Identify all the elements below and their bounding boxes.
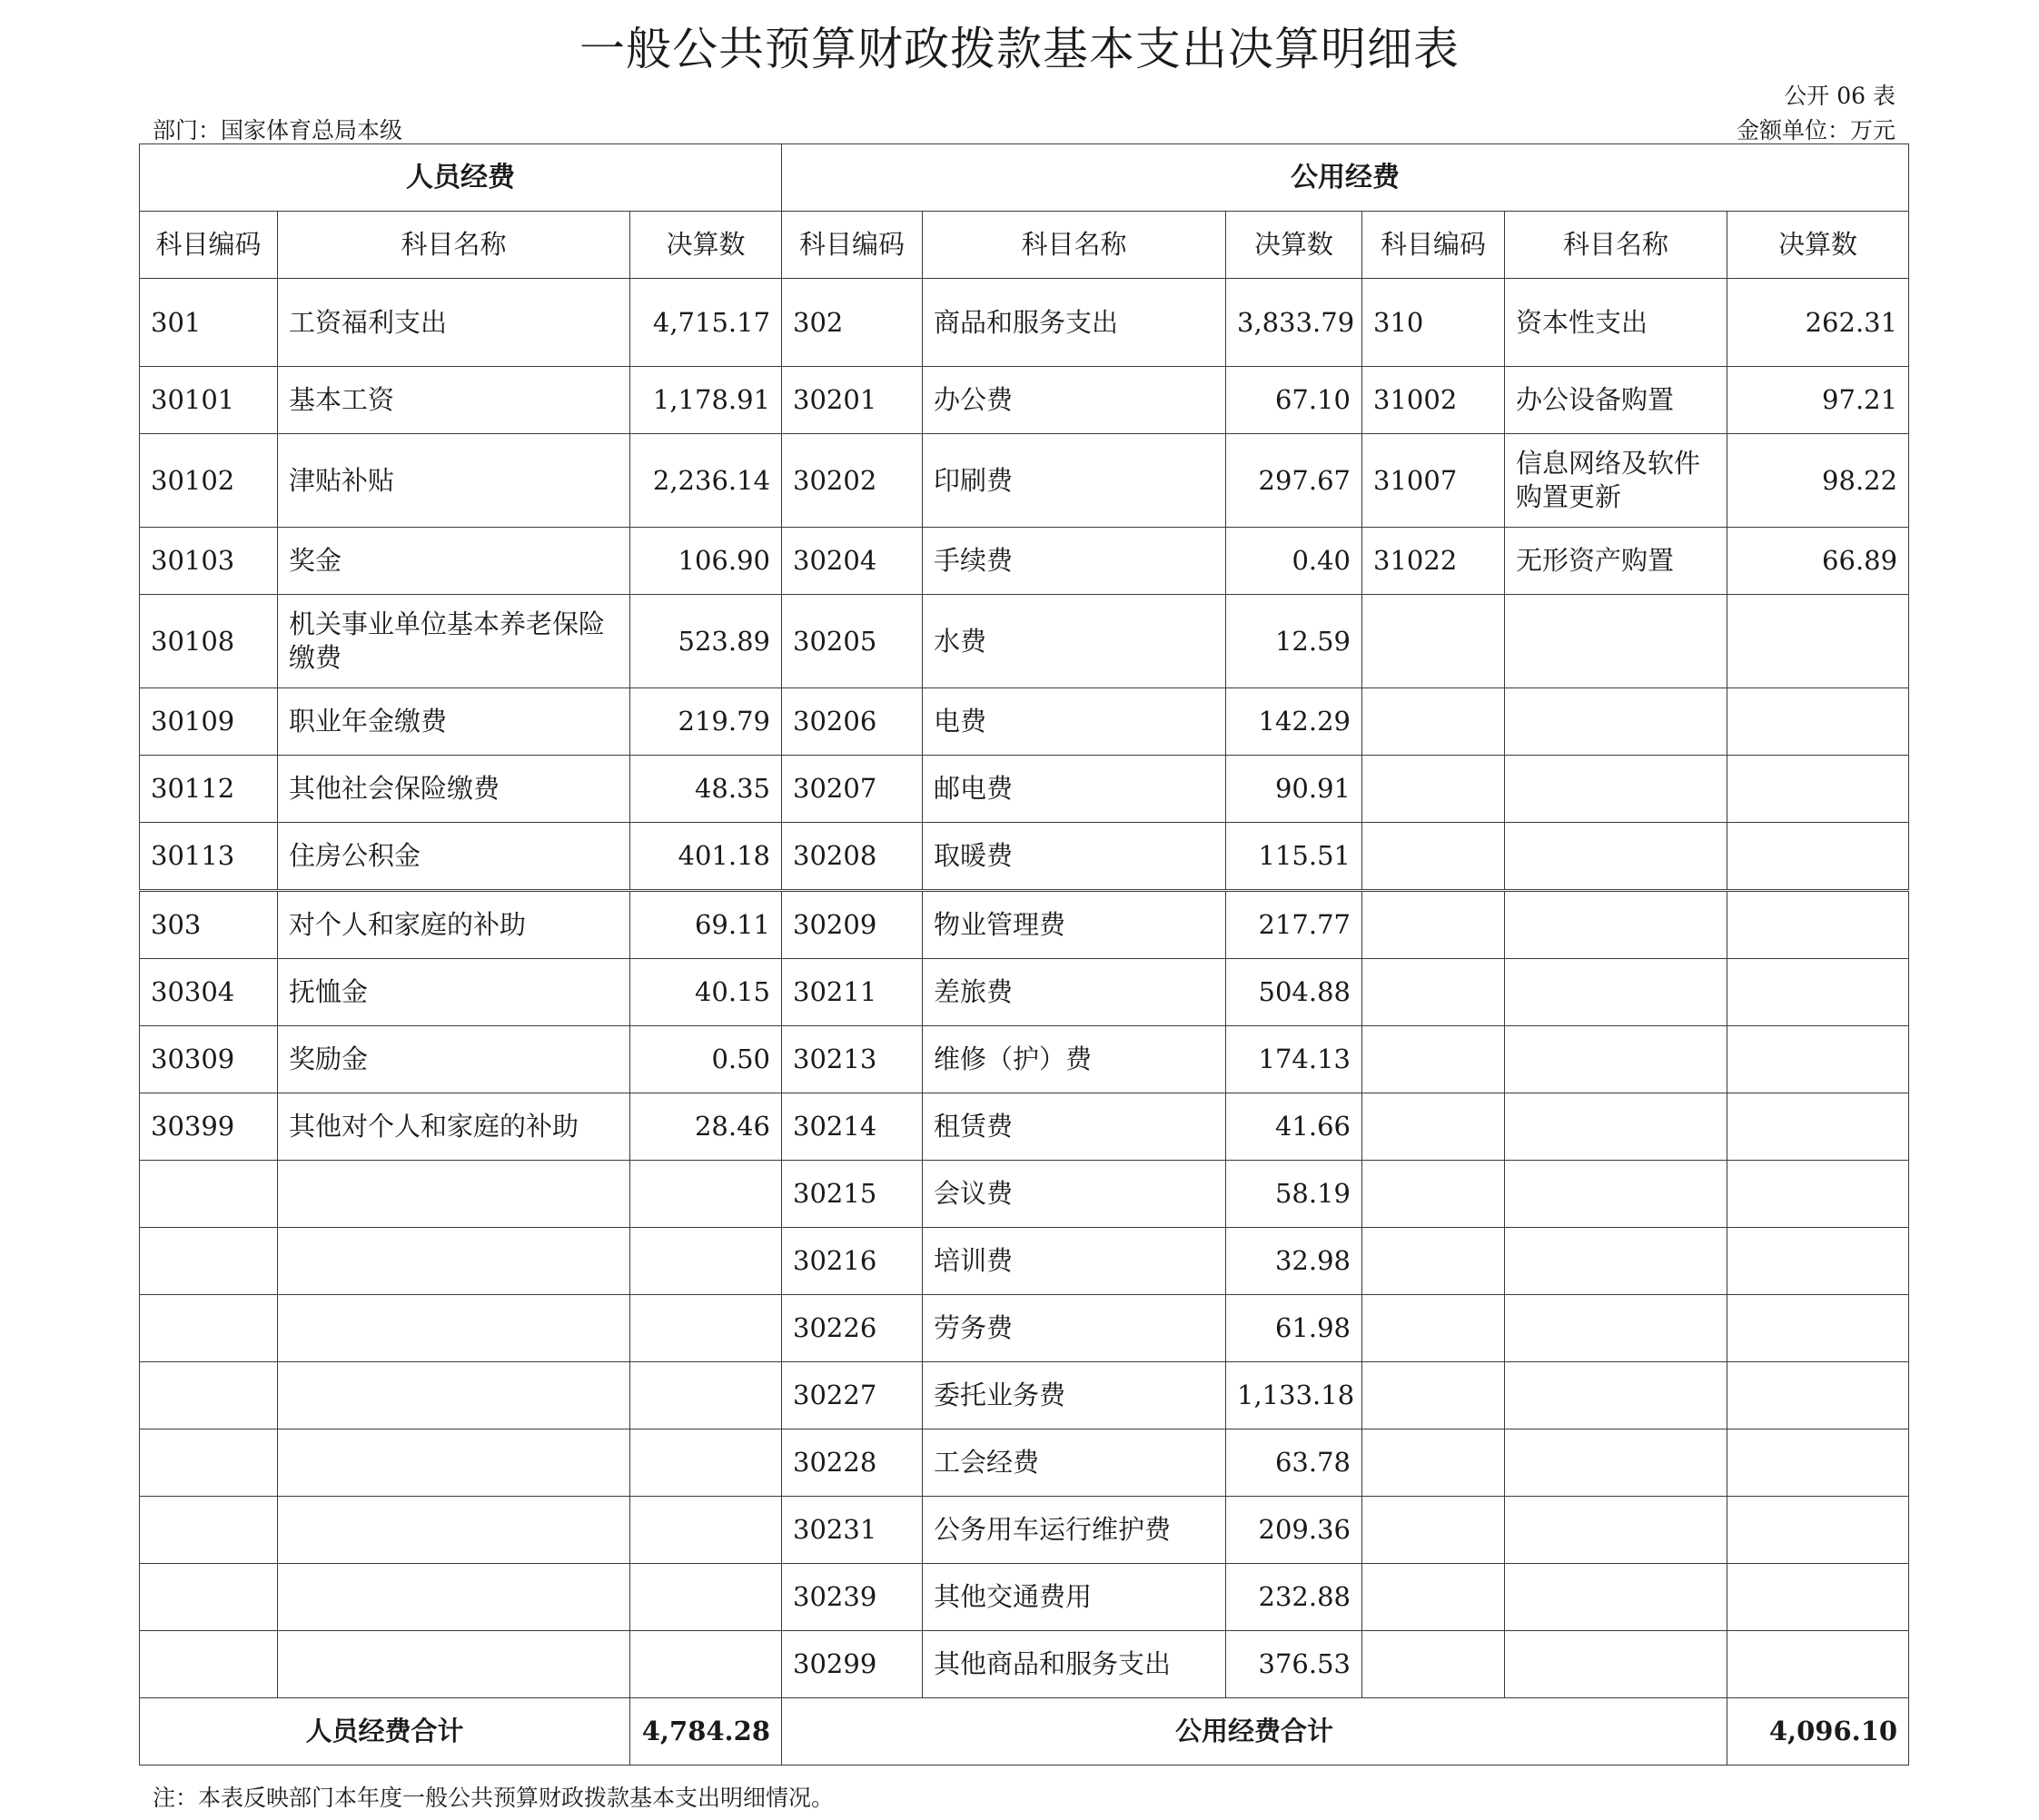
goods-amount-cell: 209.36 bbox=[1226, 1497, 1362, 1564]
capital-code-cell bbox=[1362, 891, 1505, 959]
personnel-code-cell: 30101 bbox=[140, 367, 278, 434]
capital-amount-cell bbox=[1727, 1631, 1909, 1698]
capital-code-cell bbox=[1362, 1564, 1505, 1631]
personnel-name-cell bbox=[278, 1362, 630, 1429]
personnel-code-cell bbox=[140, 1362, 278, 1429]
table-row bbox=[140, 528, 1909, 595]
capital-name-cell: 资本性支出 bbox=[1505, 279, 1727, 367]
capital-name-cell bbox=[1505, 1093, 1727, 1161]
capital-amount-cell bbox=[1727, 756, 1909, 823]
goods-amount-cell: 174.13 bbox=[1226, 1026, 1362, 1093]
department-label: 部门：国家体育总局本级 bbox=[153, 117, 403, 143]
personnel-total-value: 4,784.28 bbox=[630, 1698, 782, 1766]
personnel-name-cell: 住房公积金 bbox=[278, 823, 630, 891]
capital-code-cell bbox=[1362, 1362, 1505, 1429]
personnel-amount-cell bbox=[630, 1295, 782, 1362]
goods-amount-cell: 67.10 bbox=[1226, 367, 1362, 434]
goods-amount-cell: 1,133.18 bbox=[1226, 1362, 1362, 1429]
capital-name-cell bbox=[1505, 688, 1727, 756]
col-header-name: 科目名称 bbox=[278, 212, 630, 279]
unit-label: 金额单位：万元 bbox=[1736, 117, 1895, 143]
table-row bbox=[140, 434, 1909, 528]
personnel-amount-cell: 523.89 bbox=[630, 595, 782, 688]
table-row bbox=[140, 279, 1909, 367]
capital-amount-cell bbox=[1727, 1564, 1909, 1631]
personnel-code-cell bbox=[140, 1497, 278, 1564]
personnel-code-cell: 30102 bbox=[140, 434, 278, 528]
table-row bbox=[140, 891, 1909, 959]
col-header-code: 科目编码 bbox=[1362, 212, 1505, 279]
form-number: 公开 06 表 bbox=[1784, 83, 1895, 109]
capital-amount-cell bbox=[1727, 1228, 1909, 1295]
goods-code-cell: 30299 bbox=[782, 1631, 923, 1698]
capital-name-cell: 信息网络及软件购置更新 bbox=[1505, 434, 1727, 528]
capital-code-cell bbox=[1362, 1093, 1505, 1161]
capital-name-cell bbox=[1505, 756, 1727, 823]
capital-amount-cell bbox=[1727, 959, 1909, 1026]
goods-amount-cell: 0.40 bbox=[1226, 528, 1362, 595]
goods-name-cell: 邮电费 bbox=[923, 756, 1226, 823]
goods-code-cell: 302 bbox=[782, 279, 923, 367]
capital-amount-cell bbox=[1727, 891, 1909, 959]
capital-code-cell bbox=[1362, 823, 1505, 891]
goods-code-cell: 30226 bbox=[782, 1295, 923, 1362]
table-row bbox=[140, 1631, 1909, 1698]
table-row bbox=[140, 1228, 1909, 1295]
personnel-name-cell: 工资福利支出 bbox=[278, 279, 630, 367]
goods-name-cell: 物业管理费 bbox=[923, 891, 1226, 959]
capital-code-cell bbox=[1362, 1026, 1505, 1093]
personnel-code-cell bbox=[140, 1564, 278, 1631]
capital-name-cell bbox=[1505, 959, 1727, 1026]
capital-code-cell: 31007 bbox=[1362, 434, 1505, 528]
personnel-amount-cell: 219.79 bbox=[630, 688, 782, 756]
personnel-name-cell: 抚恤金 bbox=[278, 959, 630, 1026]
goods-amount-cell: 61.98 bbox=[1226, 1295, 1362, 1362]
totals-row bbox=[140, 1698, 1909, 1766]
capital-amount-cell bbox=[1727, 1026, 1909, 1093]
personnel-name-cell: 职业年金缴费 bbox=[278, 688, 630, 756]
personnel-amount-cell: 2,236.14 bbox=[630, 434, 782, 528]
goods-amount-cell: 41.66 bbox=[1226, 1093, 1362, 1161]
capital-code-cell: 31022 bbox=[1362, 528, 1505, 595]
col-header-code: 科目编码 bbox=[782, 212, 923, 279]
goods-name-cell: 取暖费 bbox=[923, 823, 1226, 891]
personnel-code-cell: 30103 bbox=[140, 528, 278, 595]
personnel-name-cell: 基本工资 bbox=[278, 367, 630, 434]
goods-code-cell: 30228 bbox=[782, 1429, 923, 1497]
table-row bbox=[140, 1026, 1909, 1093]
personnel-code-cell: 30112 bbox=[140, 756, 278, 823]
capital-name-cell: 办公设备购置 bbox=[1505, 367, 1727, 434]
personnel-code-cell: 30304 bbox=[140, 959, 278, 1026]
table-row bbox=[140, 595, 1909, 688]
table-row bbox=[140, 367, 1909, 434]
capital-name-cell bbox=[1505, 1362, 1727, 1429]
personnel-amount-cell: 40.15 bbox=[630, 959, 782, 1026]
personnel-name-cell bbox=[278, 1429, 630, 1497]
table-row bbox=[140, 959, 1909, 1026]
personnel-name-cell bbox=[278, 1497, 630, 1564]
goods-name-cell: 委托业务费 bbox=[923, 1362, 1226, 1429]
goods-name-cell: 劳务费 bbox=[923, 1295, 1226, 1362]
goods-name-cell: 商品和服务支出 bbox=[923, 279, 1226, 367]
col-header-code: 科目编码 bbox=[140, 212, 278, 279]
capital-amount-cell bbox=[1727, 1429, 1909, 1497]
personnel-amount-cell: 4,715.17 bbox=[630, 279, 782, 367]
personnel-code-cell bbox=[140, 1228, 278, 1295]
capital-amount-cell: 262.31 bbox=[1727, 279, 1909, 367]
personnel-code-cell bbox=[140, 1631, 278, 1698]
capital-code-cell: 31002 bbox=[1362, 367, 1505, 434]
personnel-amount-cell: 48.35 bbox=[630, 756, 782, 823]
personnel-amount-cell: 0.50 bbox=[630, 1026, 782, 1093]
goods-code-cell: 30231 bbox=[782, 1497, 923, 1564]
col-header-amount: 决算数 bbox=[630, 212, 782, 279]
goods-code-cell: 30215 bbox=[782, 1161, 923, 1228]
table-row bbox=[140, 1429, 1909, 1497]
capital-code-cell bbox=[1362, 1631, 1505, 1698]
personnel-amount-cell bbox=[630, 1228, 782, 1295]
personnel-amount-cell: 401.18 bbox=[630, 823, 782, 891]
goods-code-cell: 30201 bbox=[782, 367, 923, 434]
goods-amount-cell: 63.78 bbox=[1226, 1429, 1362, 1497]
capital-name-cell bbox=[1505, 1161, 1727, 1228]
personnel-name-cell bbox=[278, 1564, 630, 1631]
capital-name-cell bbox=[1505, 823, 1727, 891]
goods-name-cell: 工会经费 bbox=[923, 1429, 1226, 1497]
goods-amount-cell: 217.77 bbox=[1226, 891, 1362, 959]
group-header-public: 公用经费 bbox=[782, 144, 1909, 212]
personnel-name-cell bbox=[278, 1228, 630, 1295]
goods-name-cell: 培训费 bbox=[923, 1228, 1226, 1295]
personnel-name-cell: 奖励金 bbox=[278, 1026, 630, 1093]
goods-code-cell: 30205 bbox=[782, 595, 923, 688]
personnel-name-cell bbox=[278, 1161, 630, 1228]
goods-name-cell: 水费 bbox=[923, 595, 1226, 688]
goods-code-cell: 30208 bbox=[782, 823, 923, 891]
capital-amount-cell: 98.22 bbox=[1727, 434, 1909, 528]
goods-name-cell: 办公费 bbox=[923, 367, 1226, 434]
personnel-amount-cell bbox=[630, 1161, 782, 1228]
goods-code-cell: 30202 bbox=[782, 434, 923, 528]
personnel-amount-cell bbox=[630, 1362, 782, 1429]
goods-code-cell: 30239 bbox=[782, 1564, 923, 1631]
personnel-code-cell: 30399 bbox=[140, 1093, 278, 1161]
goods-amount-cell: 232.88 bbox=[1226, 1564, 1362, 1631]
goods-code-cell: 30214 bbox=[782, 1093, 923, 1161]
capital-amount-cell bbox=[1727, 1295, 1909, 1362]
personnel-amount-cell: 69.11 bbox=[630, 891, 782, 959]
capital-code-cell bbox=[1362, 1161, 1505, 1228]
personnel-amount-cell bbox=[630, 1429, 782, 1497]
goods-name-cell: 电费 bbox=[923, 688, 1226, 756]
capital-code-cell bbox=[1362, 595, 1505, 688]
goods-code-cell: 30216 bbox=[782, 1228, 923, 1295]
personnel-name-cell: 奖金 bbox=[278, 528, 630, 595]
capital-code-cell bbox=[1362, 959, 1505, 1026]
capital-amount-cell bbox=[1727, 688, 1909, 756]
goods-code-cell: 30213 bbox=[782, 1026, 923, 1093]
personnel-code-cell: 30309 bbox=[140, 1026, 278, 1093]
goods-amount-cell: 297.67 bbox=[1226, 434, 1362, 528]
goods-amount-cell: 376.53 bbox=[1226, 1631, 1362, 1698]
personnel-amount-cell: 106.90 bbox=[630, 528, 782, 595]
goods-code-cell: 30207 bbox=[782, 756, 923, 823]
capital-name-cell bbox=[1505, 1564, 1727, 1631]
table-row bbox=[140, 1295, 1909, 1362]
public-total-label: 公用经费合计 bbox=[782, 1698, 1727, 1766]
table-row bbox=[140, 756, 1909, 823]
capital-amount-cell bbox=[1727, 1497, 1909, 1564]
capital-code-cell bbox=[1362, 756, 1505, 823]
goods-amount-cell: 90.91 bbox=[1226, 756, 1362, 823]
capital-name-cell: 无形资产购置 bbox=[1505, 528, 1727, 595]
table-row bbox=[140, 688, 1909, 756]
goods-amount-cell: 142.29 bbox=[1226, 688, 1362, 756]
capital-name-cell bbox=[1505, 1631, 1727, 1698]
personnel-code-cell: 30108 bbox=[140, 595, 278, 688]
col-header-amount: 决算数 bbox=[1226, 212, 1362, 279]
expenditure-table bbox=[139, 143, 1909, 1766]
goods-name-cell: 其他商品和服务支出 bbox=[923, 1631, 1226, 1698]
personnel-code-cell bbox=[140, 1161, 278, 1228]
goods-name-cell: 维修（护）费 bbox=[923, 1026, 1226, 1093]
goods-amount-cell: 12.59 bbox=[1226, 595, 1362, 688]
personnel-name-cell bbox=[278, 1631, 630, 1698]
personnel-code-cell bbox=[140, 1295, 278, 1362]
table-row bbox=[140, 1497, 1909, 1564]
goods-name-cell: 公务用车运行维护费 bbox=[923, 1497, 1226, 1564]
goods-name-cell: 会议费 bbox=[923, 1161, 1226, 1228]
personnel-total-label: 人员经费合计 bbox=[140, 1698, 630, 1766]
capital-name-cell bbox=[1505, 1429, 1727, 1497]
footnote: 注：本表反映部门本年度一般公共预算财政拨款基本支出明细情况。 bbox=[153, 1785, 835, 1811]
goods-code-cell: 30206 bbox=[782, 688, 923, 756]
personnel-amount-cell bbox=[630, 1497, 782, 1564]
capital-amount-cell: 97.21 bbox=[1727, 367, 1909, 434]
capital-amount-cell bbox=[1727, 823, 1909, 891]
table-row bbox=[140, 1564, 1909, 1631]
goods-code-cell: 30211 bbox=[782, 959, 923, 1026]
col-header-name: 科目名称 bbox=[923, 212, 1226, 279]
capital-code-cell bbox=[1362, 1228, 1505, 1295]
personnel-amount-cell bbox=[630, 1564, 782, 1631]
capital-code-cell bbox=[1362, 1429, 1505, 1497]
goods-name-cell: 手续费 bbox=[923, 528, 1226, 595]
goods-code-cell: 30227 bbox=[782, 1362, 923, 1429]
capital-name-cell bbox=[1505, 1497, 1727, 1564]
personnel-name-cell: 其他社会保险缴费 bbox=[278, 756, 630, 823]
personnel-code-cell: 303 bbox=[140, 891, 278, 959]
personnel-amount-cell: 1,178.91 bbox=[630, 367, 782, 434]
page-title: 一般公共预算财政拨款基本支出决算明细表 bbox=[579, 23, 1460, 75]
capital-amount-cell bbox=[1727, 1161, 1909, 1228]
goods-code-cell: 30209 bbox=[782, 891, 923, 959]
col-header-amount: 决算数 bbox=[1727, 212, 1909, 279]
goods-name-cell: 差旅费 bbox=[923, 959, 1226, 1026]
capital-name-cell bbox=[1505, 595, 1727, 688]
personnel-code-cell: 301 bbox=[140, 279, 278, 367]
table-row bbox=[140, 1093, 1909, 1161]
group-header-personnel: 人员经费 bbox=[140, 144, 782, 212]
capital-code-cell bbox=[1362, 1497, 1505, 1564]
goods-amount-cell: 115.51 bbox=[1226, 823, 1362, 891]
table-row bbox=[140, 1161, 1909, 1228]
goods-amount-cell: 3,833.79 bbox=[1226, 279, 1362, 367]
table-row bbox=[140, 1362, 1909, 1429]
capital-amount-cell bbox=[1727, 1362, 1909, 1429]
capital-name-cell bbox=[1505, 891, 1727, 959]
personnel-name-cell: 对个人和家庭的补助 bbox=[278, 891, 630, 959]
capital-code-cell bbox=[1362, 1295, 1505, 1362]
col-header-name: 科目名称 bbox=[1505, 212, 1727, 279]
personnel-code-cell: 30113 bbox=[140, 823, 278, 891]
table-row bbox=[140, 823, 1909, 891]
personnel-name-cell: 其他对个人和家庭的补助 bbox=[278, 1093, 630, 1161]
capital-name-cell bbox=[1505, 1026, 1727, 1093]
public-total-value: 4,096.10 bbox=[1727, 1698, 1909, 1766]
personnel-code-cell bbox=[140, 1429, 278, 1497]
capital-name-cell bbox=[1505, 1228, 1727, 1295]
capital-amount-cell bbox=[1727, 595, 1909, 688]
personnel-name-cell: 机关事业单位基本养老保险缴费 bbox=[278, 595, 630, 688]
capital-name-cell bbox=[1505, 1295, 1727, 1362]
goods-amount-cell: 504.88 bbox=[1226, 959, 1362, 1026]
goods-code-cell: 30204 bbox=[782, 528, 923, 595]
capital-amount-cell: 66.89 bbox=[1727, 528, 1909, 595]
goods-name-cell: 租赁费 bbox=[923, 1093, 1226, 1161]
goods-amount-cell: 32.98 bbox=[1226, 1228, 1362, 1295]
capital-amount-cell bbox=[1727, 1093, 1909, 1161]
personnel-name-cell: 津贴补贴 bbox=[278, 434, 630, 528]
personnel-amount-cell: 28.46 bbox=[630, 1093, 782, 1161]
goods-amount-cell: 58.19 bbox=[1226, 1161, 1362, 1228]
personnel-code-cell: 30109 bbox=[140, 688, 278, 756]
goods-name-cell: 其他交通费用 bbox=[923, 1564, 1226, 1631]
capital-code-cell: 310 bbox=[1362, 279, 1505, 367]
capital-code-cell bbox=[1362, 688, 1505, 756]
goods-name-cell: 印刷费 bbox=[923, 434, 1226, 528]
personnel-amount-cell bbox=[630, 1631, 782, 1698]
personnel-name-cell bbox=[278, 1295, 630, 1362]
